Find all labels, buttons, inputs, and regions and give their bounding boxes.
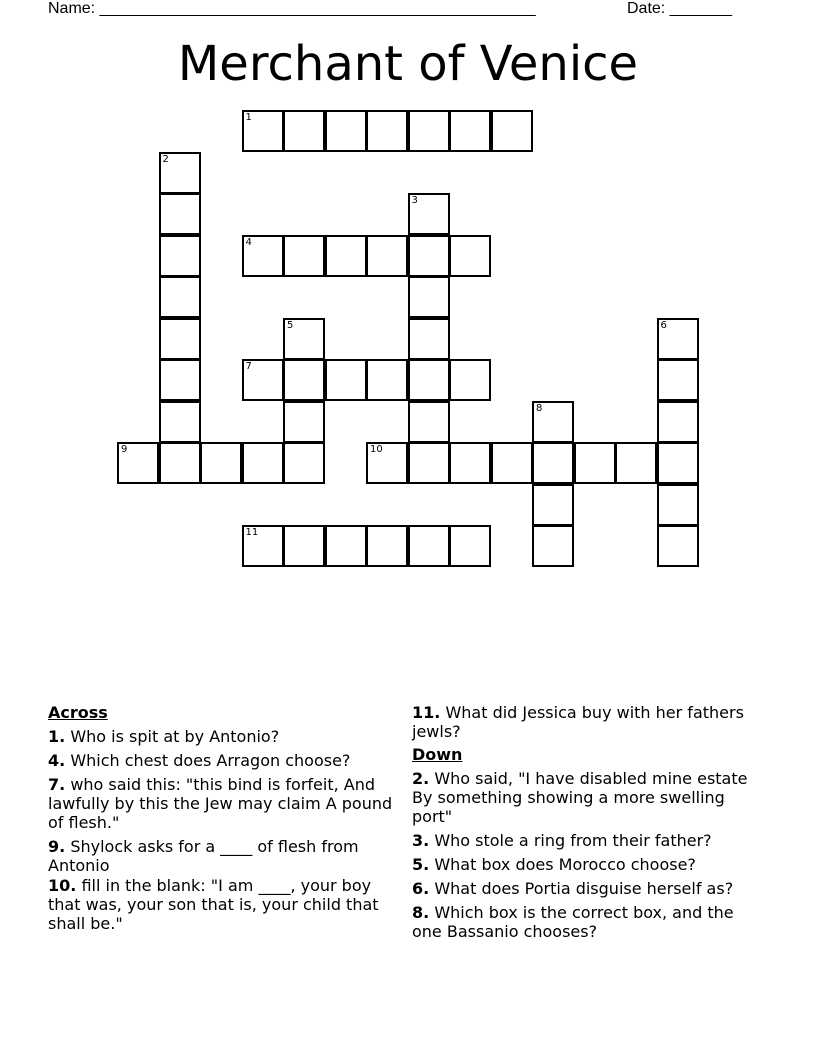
clue-text: who said this: "this bind is forfeit, And lawfully by this the Jew may claim A pound of flesh." <box>48 775 393 832</box>
crossword-cell[interactable] <box>449 442 491 484</box>
crossword-cell[interactable] <box>283 401 325 443</box>
crossword-cell[interactable] <box>242 235 284 277</box>
crossword-cell[interactable] <box>325 110 367 152</box>
cell-number: 6 <box>660 319 667 331</box>
clue-text: Shylock asks for a ____ of flesh from Antonio <box>48 837 359 875</box>
clue-text: fill in the blank: "I am ____, your boy that was, your son that is, your child that shall be." <box>48 876 379 933</box>
crossword-cell[interactable] <box>283 318 325 360</box>
crossword-cell[interactable] <box>657 442 699 484</box>
crossword-cell[interactable] <box>408 110 450 152</box>
cell-number: 7 <box>245 361 252 372</box>
crossword-cell[interactable] <box>283 525 325 567</box>
crossword-cell[interactable] <box>159 276 201 318</box>
clue-number: 1. <box>48 727 66 746</box>
crossword-cell[interactable] <box>366 525 408 567</box>
down-clue-2 <box>412 769 762 826</box>
across-clue-4 <box>48 751 400 770</box>
crossword-cell[interactable] <box>283 110 325 152</box>
crossword-cell[interactable] <box>242 110 284 152</box>
crossword-cell[interactable] <box>159 401 201 443</box>
cell-number: 3 <box>411 195 418 206</box>
crossword-cell[interactable] <box>408 318 450 360</box>
clue-number: 7. <box>48 775 66 794</box>
crossword-cell[interactable] <box>242 359 284 401</box>
crossword-cell[interactable] <box>657 401 699 443</box>
crossword-cell[interactable] <box>159 318 201 360</box>
cell-number: 4 <box>245 236 252 248</box>
down-heading: Down <box>412 745 463 764</box>
crossword-cell[interactable] <box>657 484 699 526</box>
crossword-cell[interactable] <box>200 442 242 484</box>
cell-number: 11 <box>245 527 259 538</box>
date-field-label: Date: _______ <box>627 0 732 17</box>
crossword-cell[interactable] <box>532 442 574 484</box>
crossword-cell[interactable] <box>159 152 201 194</box>
cell-number: 8 <box>536 402 543 414</box>
crossword-cell[interactable] <box>408 193 450 235</box>
crossword-cell[interactable] <box>366 359 408 401</box>
crossword-cell[interactable] <box>366 442 408 484</box>
clue-number: 8. <box>412 903 430 922</box>
page-title: Merchant of Venice <box>177 36 639 92</box>
clue-text: What box does Morocco choose? <box>434 855 696 874</box>
across-clue-9 <box>48 837 400 875</box>
crossword-cell[interactable] <box>408 442 450 484</box>
clue-number: 5. <box>412 855 430 874</box>
down-clue-3 <box>412 831 762 850</box>
crossword-cell[interactable] <box>574 442 616 484</box>
across-clue-10 <box>48 876 400 933</box>
crossword-cell[interactable] <box>449 359 491 401</box>
across-clue-1 <box>48 727 400 746</box>
cell-number: 2 <box>162 153 169 165</box>
crossword-cell[interactable] <box>325 359 367 401</box>
across-heading: Across <box>48 703 108 722</box>
clue-number: 11. <box>412 703 441 722</box>
clue-text: Who said, "I have disabled mine estate By something showing a more swelling port" <box>412 769 748 826</box>
crossword-cell[interactable] <box>408 235 450 277</box>
cell-number: 10 <box>370 444 383 455</box>
clues-column-right <box>412 703 762 941</box>
clue-text: Who stole a ring from their father? <box>434 831 712 850</box>
crossword-cell[interactable] <box>491 110 533 152</box>
crossword-cell[interactable] <box>159 193 201 235</box>
down-clue-8 <box>412 903 762 941</box>
clue-text: Who is spit at by Antonio? <box>70 727 280 746</box>
clue-text: What did Jessica buy with her fathers jewls? <box>412 703 744 741</box>
crossword-cell[interactable] <box>366 235 408 277</box>
crossword-cell[interactable] <box>532 484 574 526</box>
cell-number: 5 <box>287 319 294 331</box>
crossword-cell[interactable] <box>657 359 699 401</box>
crossword-cell[interactable] <box>532 525 574 567</box>
crossword-cell[interactable] <box>366 110 408 152</box>
clues-column-left <box>48 703 400 933</box>
crossword-cell[interactable] <box>159 359 201 401</box>
crossword-cell[interactable] <box>283 359 325 401</box>
down-clue-6 <box>412 879 762 898</box>
clue-text: Which chest does Arragon choose? <box>70 751 351 770</box>
across-clue-7 <box>48 775 400 832</box>
crossword-cell[interactable] <box>449 110 491 152</box>
crossword-cell[interactable] <box>408 359 450 401</box>
crossword-cell[interactable] <box>283 235 325 277</box>
name-field-label: Name: _________________________________________________ <box>48 0 536 17</box>
clue-number: 4. <box>48 751 66 770</box>
across-clue-11 <box>412 703 762 741</box>
crossword-cell[interactable] <box>657 525 699 567</box>
crossword-cell[interactable] <box>408 276 450 318</box>
crossword-cell[interactable] <box>408 525 450 567</box>
crossword-cell[interactable] <box>449 525 491 567</box>
clue-number: 3. <box>412 831 430 850</box>
clue-number: 9. <box>48 837 66 856</box>
crossword-cell[interactable] <box>242 525 284 567</box>
crossword-cell[interactable] <box>491 442 533 484</box>
clue-number: 6. <box>412 879 430 898</box>
crossword-cell[interactable] <box>283 442 325 484</box>
crossword-cell[interactable] <box>159 235 201 277</box>
crossword-cell[interactable] <box>657 318 699 360</box>
crossword-cell[interactable] <box>615 442 657 484</box>
crossword-cell[interactable] <box>408 401 450 443</box>
clue-number: 10. <box>48 876 77 895</box>
down-clue-5 <box>412 855 762 874</box>
cell-number: 9 <box>121 444 128 455</box>
clue-text: Which box is the correct box, and the one Bassanio chooses? <box>412 903 734 941</box>
crossword-cell[interactable] <box>449 235 491 277</box>
clue-number: 2. <box>412 769 430 788</box>
cell-number: 1 <box>245 112 252 123</box>
crossword-cell[interactable] <box>532 401 574 443</box>
crossword-cell[interactable] <box>159 442 201 484</box>
crossword-cell[interactable] <box>242 442 284 484</box>
crossword-cell[interactable] <box>117 442 159 484</box>
clue-text: What does Portia disguise herself as? <box>434 879 734 898</box>
crossword-cell[interactable] <box>325 235 367 277</box>
crossword-cell[interactable] <box>325 525 367 567</box>
